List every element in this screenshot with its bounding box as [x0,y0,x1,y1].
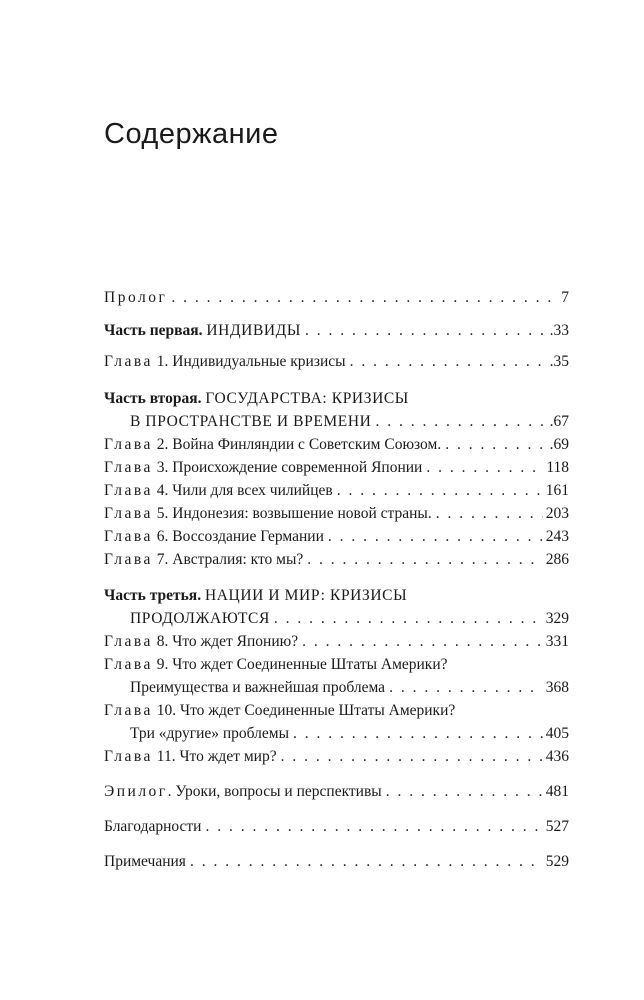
chapter-label-line-2: Преимущества и важнейшая проблема [130,679,386,696]
chapter-prefix: Глава [104,436,153,453]
toc-page-number: 436 [545,748,569,765]
toc-page-number: 286 [545,551,569,568]
toc-entry-chapter-1[interactable] [104,350,569,373]
part-title-line-2: ПРОДОЛЖАЮТСЯ [130,610,270,627]
toc-entry-chapter-9-title[interactable] [104,653,569,676]
chapter-label: 2. Война Финляндии с Советским Союзом. [152,436,442,453]
leader-dots [337,479,543,502]
chapter-label: 7. Австралия: кто мы? [152,551,304,568]
chapter-label: 10. Что ждет Соединенные Штаты Америки? [152,702,456,719]
toc-entry-chapter-9[interactable] [104,676,569,699]
toc-label: Благодарности [104,818,202,835]
toc-page-number: 529 [545,853,569,870]
leader-dots [305,319,547,342]
table-of-contents [104,286,569,873]
toc-entry-chapter-3[interactable] [104,456,569,479]
chapter-prefix: Глава [104,551,153,568]
leader-dots [350,350,547,373]
toc-entry-chapter-10-title[interactable] [104,699,569,722]
toc-page-number: .35 [549,353,569,370]
part-title: ИНДИВИДЫ [206,322,301,339]
toc-entry-chapter-11[interactable] [104,745,569,768]
leader-dots [426,456,543,479]
toc-label: Примечания [104,853,186,870]
leader-dots [281,745,543,768]
toc-page-number: 481 [545,783,569,800]
chapter-prefix: Глава [104,656,153,673]
toc-entry-chapter-5[interactable] [104,502,569,525]
leader-dots [386,780,543,803]
toc-page-number: 368 [545,679,569,696]
toc-entry-chapter-6[interactable] [104,525,569,548]
toc-page-number: 243 [545,528,569,545]
chapter-label: 6. Воссоздание Германии [152,528,324,545]
toc-label: Пролог [104,289,168,306]
toc-entry-part-2[interactable] [104,410,569,433]
toc-entry-part-3[interactable] [104,607,569,630]
page-title: Содержание [104,118,279,150]
toc-page-number: .67 [549,413,569,430]
chapter-prefix: Глава [104,748,153,765]
chapter-prefix: Глава [104,459,153,476]
toc-page-number: .69 [549,436,569,453]
chapter-label: 5. Индонезия: возвышение новой страны. [152,505,432,522]
toc-entry-notes[interactable] [104,850,569,873]
chapter-label: 1. Индивидуальные кризисы [152,353,346,370]
toc-page-number: 118 [546,459,569,476]
toc-page-number: 329 [545,610,569,627]
epilog-label: . Уроки, вопросы и перспективы [167,783,382,800]
epilog-prefix: Эпилог [104,783,168,800]
leader-dots [171,286,558,309]
chapter-prefix: Глава [104,702,153,719]
chapter-label: 11. Что ждет мир? [152,748,277,765]
leader-dots [328,525,543,548]
leader-dots [389,676,543,699]
toc-page-number: 527 [545,818,569,835]
chapter-label: 8. Что ждет Японию? [152,633,299,650]
toc-page-number: 331 [545,633,569,650]
leader-dots [375,410,546,433]
leader-dots [205,815,542,838]
toc-entry-chapter-7[interactable] [104,548,569,571]
toc-entry-part-3-title[interactable] [104,584,569,607]
part-title-line-2: В ПРОСТРАНСТВЕ И ВРЕМЕНИ [130,413,372,430]
leader-dots [436,502,543,525]
part-title: ГОСУДАРСТВА: КРИЗИСЫ [205,390,409,407]
chapter-prefix: Глава [104,353,153,370]
chapter-prefix: Глава [104,528,153,545]
toc-page-number: .33 [549,322,569,339]
chapter-prefix: Глава [104,505,153,522]
toc-page-number: 7 [561,289,569,306]
leader-dots [293,722,543,745]
toc-page-number: 203 [545,505,569,522]
chapter-label: 3. Происхождение современной Японии [152,459,423,476]
toc-entry-epilog[interactable] [104,780,569,803]
leader-dots [190,850,543,873]
toc-entry-part-1[interactable] [104,319,569,342]
leader-dots [445,433,546,456]
toc-entry-chapter-8[interactable] [104,630,569,653]
chapter-label: 9. Что ждет Соединенные Штаты Америки? [152,656,448,673]
toc-entry-prolog[interactable] [104,286,569,309]
leader-dots [274,607,543,630]
toc-entry-part-2-title[interactable] [104,387,569,410]
leader-dots [307,548,542,571]
toc-entry-acknowledgements[interactable] [104,815,569,838]
toc-entry-chapter-10[interactable] [104,722,569,745]
part-label: Часть вторая. [104,390,202,407]
part-label: Часть первая. [104,322,203,339]
leader-dots [302,630,543,653]
chapter-prefix: Глава [104,482,153,499]
toc-page-number: 161 [545,482,569,499]
toc-entry-chapter-4[interactable] [104,479,569,502]
toc-page-number: 405 [545,725,569,742]
part-label: Часть третья. [104,587,202,604]
part-title: НАЦИИ И МИР: КРИЗИСЫ [204,587,408,604]
chapter-prefix: Глава [104,633,153,650]
toc-entry-chapter-2[interactable] [104,433,569,456]
chapter-label: 4. Чили для всех чилийцев [152,482,333,499]
chapter-label-line-2: Три «другие» проблемы [130,725,290,742]
